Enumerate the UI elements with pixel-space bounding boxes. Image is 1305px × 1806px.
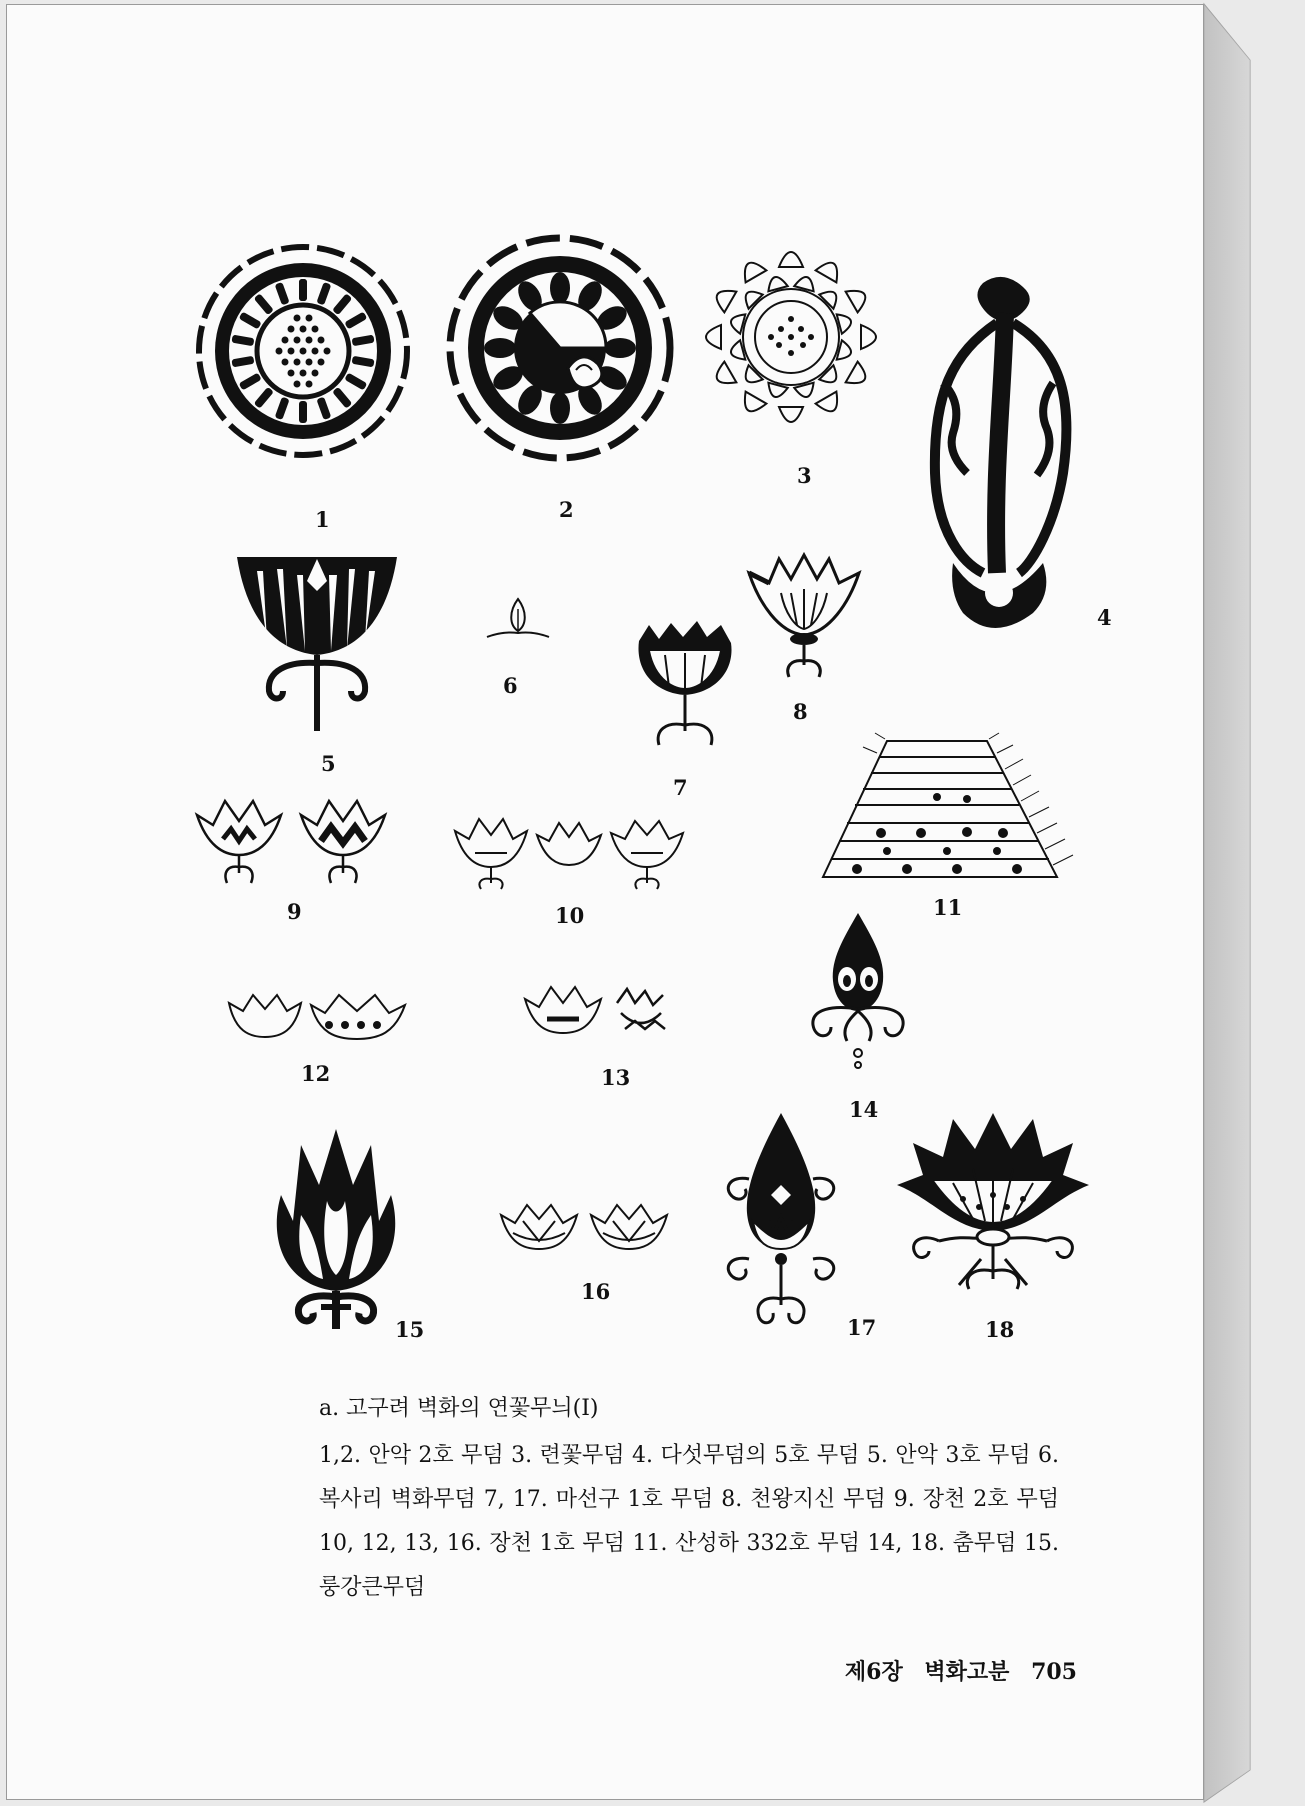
book-page bbox=[6, 4, 1204, 1800]
figure-label-15: 15 bbox=[395, 1317, 425, 1342]
page-number: 705 bbox=[1031, 1659, 1077, 1685]
figure-label-1: 1 bbox=[315, 507, 330, 532]
caption-title: a. 고구려 벽화의 연꽃무늬(Ⅰ) bbox=[319, 1396, 599, 1421]
figure-9-lotus-pair bbox=[193, 795, 393, 895]
figure-label-14: 14 bbox=[849, 1097, 879, 1122]
figure-1-rosette-lotus bbox=[195, 243, 411, 459]
footer-section: 벽화고분 bbox=[924, 1659, 1010, 1685]
figure-caption bbox=[319, 1391, 1059, 1610]
page-footer bbox=[777, 1655, 1077, 1686]
figure-15-lotus-bud bbox=[261, 1125, 411, 1335]
figure-label-4: 4 bbox=[1097, 605, 1112, 630]
figure-5-lotus-on-stem bbox=[227, 551, 407, 741]
figure-label-8: 8 bbox=[793, 699, 808, 724]
figure-17-lotus-bud bbox=[719, 1109, 839, 1339]
figure-label-3: 3 bbox=[797, 463, 812, 488]
figure-label-18: 18 bbox=[985, 1317, 1015, 1342]
figure-label-12: 12 bbox=[301, 1061, 331, 1086]
figure-14-lotus-bud bbox=[803, 909, 913, 1069]
figure-label-7: 7 bbox=[673, 775, 688, 800]
figure-18-lotus-flower bbox=[893, 1109, 1093, 1299]
figure-label-6: 6 bbox=[503, 673, 518, 698]
figure-16-lotus-pair bbox=[497, 1201, 677, 1261]
figure-11-stepped-structure bbox=[817, 737, 1077, 887]
figure-10-lotus-row bbox=[451, 813, 691, 893]
figure-label-9: 9 bbox=[287, 899, 302, 924]
figure-label-2: 2 bbox=[559, 497, 574, 522]
figure-3-outlined-lotus bbox=[691, 237, 891, 437]
figure-13-lotus-pair bbox=[521, 983, 691, 1053]
figure-label-11: 11 bbox=[933, 895, 963, 920]
caption-description: 1,2. 안악 2호 무덤 3. 련꽃무덤 4. 다섯무덤의 5호 무덤 5. 안악 3호 무덤 6. 복사리 벽화무덤 7, 17. 마선구 1호 무덤 8. 천왕지신 무덤 9. 장천 2호 무덤 10, 12, 13, 16. 장천 1호 무덤 11. 산성하 332호 무덤 14, 18. 춤무덤 15. 룽강큰무덤 bbox=[319, 1443, 1059, 1600]
figure-4-vertical-ornament bbox=[923, 273, 1083, 643]
figure-6-small-bud bbox=[483, 595, 553, 645]
figure-label-10: 10 bbox=[555, 903, 585, 928]
figure-label-5: 5 bbox=[321, 751, 336, 776]
footer-chapter: 제6장 bbox=[844, 1659, 903, 1685]
figure-label-16: 16 bbox=[581, 1279, 611, 1304]
figure-2-rosette-lotus bbox=[445, 233, 675, 463]
figure-8-lotus-flower bbox=[739, 553, 869, 683]
figure-label-13: 13 bbox=[601, 1065, 631, 1090]
figure-7-lotus-flower bbox=[625, 621, 745, 761]
figure-12-lotus-pair bbox=[225, 991, 415, 1051]
figure-label-17: 17 bbox=[847, 1315, 877, 1340]
